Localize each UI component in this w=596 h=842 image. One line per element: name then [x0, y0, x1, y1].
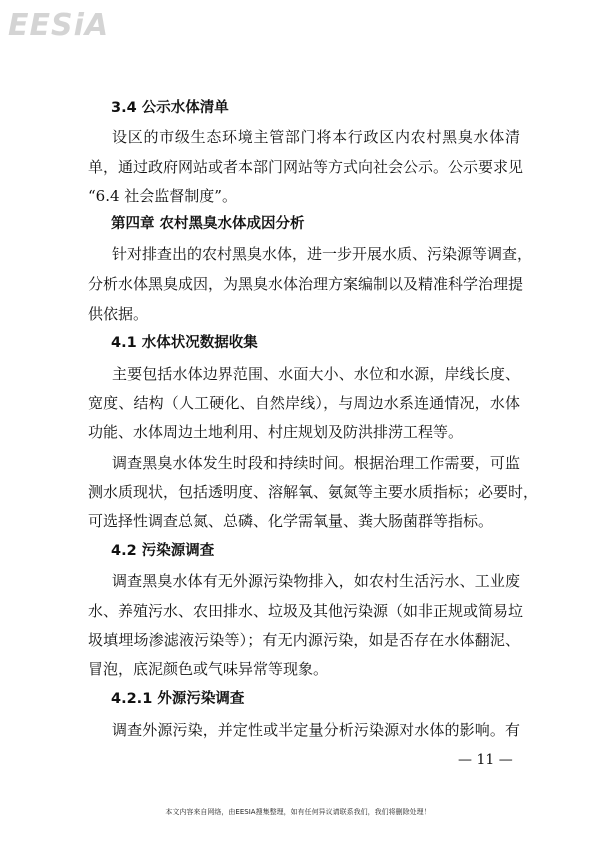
- paragraph-line: “6.4 社会监督制度”。: [88, 187, 237, 205]
- paragraph-line: 调查黑臭水体有无外源污染物排入，如农村生活污水、工业废: [112, 572, 520, 590]
- chapter-heading-4: 第四章 农村黑臭水体成因分析: [111, 216, 305, 232]
- paragraph-line: 水、养殖污水、农田排水、垃圾及其他污染源（如非正规或简易垃: [88, 602, 524, 620]
- paragraph-line: 可选择性调查总氮、总磷、化学需氧量、粪大肠菌群等指标。: [88, 512, 494, 530]
- section-heading-3-4: 3.4 公示水体清单: [111, 100, 229, 116]
- paragraph-line: 调查外源污染，并定性或半定量分析污染源对水体的影响。有: [112, 721, 520, 739]
- paragraph-line: 单，通过政府网站或者本部门网站等方式向社会公示。公示要求见: [88, 158, 524, 176]
- paragraph-line: 供依据。: [88, 305, 149, 323]
- paragraph-line: 针对排查出的农村黑臭水体，进一步开展水质、污染源等调查，: [112, 245, 533, 263]
- paragraph-line: 分析水体黑臭成因，为黑臭水体治理方案编制以及精准科学治理提: [88, 275, 524, 293]
- section-heading-4-1: 4.1 水体状况数据收集: [111, 335, 258, 351]
- eesia-logo: EESiA: [8, 8, 110, 43]
- page-number: — 11 —: [458, 752, 513, 768]
- paragraph-line: 设区的市级生态环境主管部门将本行政区内农村黑臭水体清: [112, 128, 520, 146]
- paragraph-line: 主要包括水体边界范围、水面大小、水位和水源，岸线长度、: [112, 365, 520, 383]
- section-heading-4-2: 4.2 污染源调查: [111, 543, 215, 559]
- footer-disclaimer: 本文内容来自网络，由EESIA搜集整理，如有任何异议请联系我们，我们将删除处理！: [165, 808, 431, 816]
- paragraph-line: 测水质现状，包括透明度、溶解氧、氨氮等主要水质指标；必要时，: [88, 483, 539, 501]
- paragraph-line: 调查黑臭水体发生时段和持续时间。根据治理工作需要，可监: [112, 454, 520, 472]
- paragraph-line: 圾填埋场渗滤液污染等）；有无内源污染，如是否存在水体翻泥、: [88, 631, 520, 649]
- paragraph-line: 功能、水体周边土地利用、村庄规划及防洪排涝工程等。: [88, 423, 464, 441]
- section-heading-4-2-1: 4.2.1 外源污染调查: [111, 691, 245, 707]
- paragraph-line: 宽度、结构（人工硬化、自然岸线），与周边水系连通情况，水体: [88, 394, 520, 412]
- paragraph-line: 冒泡，底泥颜色或气味异常等现象。: [88, 660, 329, 678]
